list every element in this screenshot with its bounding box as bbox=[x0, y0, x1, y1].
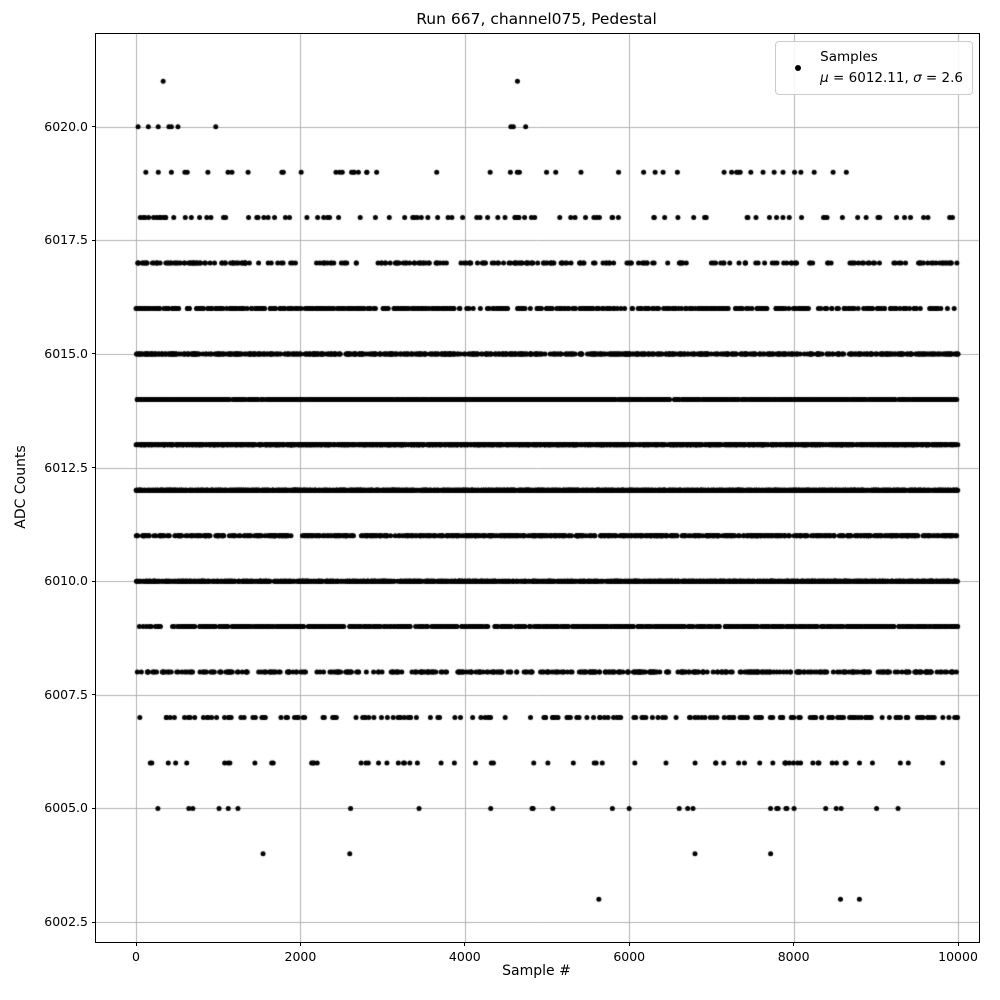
sigma-value: = 2.6 bbox=[921, 69, 963, 86]
y-tick-label: 6020.0 bbox=[44, 118, 88, 134]
x-tick-mark bbox=[958, 942, 959, 946]
y-tick-mark bbox=[92, 922, 96, 923]
legend-text bbox=[820, 47, 963, 89]
x-tick-label: 2000 bbox=[284, 949, 317, 964]
y-tick-label: 6017.5 bbox=[44, 232, 88, 248]
legend-marker-column bbox=[776, 47, 820, 89]
x-tick-label: 6000 bbox=[613, 949, 646, 964]
scatter-points-canvas bbox=[96, 34, 979, 942]
chart-title: Run 667, channel075, Pedestal bbox=[416, 10, 657, 28]
y-tick-mark bbox=[92, 694, 96, 695]
y-tick-label: 6002.5 bbox=[44, 914, 88, 929]
y-tick-mark bbox=[92, 581, 96, 582]
x-tick-mark bbox=[629, 942, 630, 946]
x-tick-label: 4000 bbox=[448, 949, 481, 964]
x-tick-label: 10000 bbox=[938, 949, 978, 964]
x-tick-label: 0 bbox=[132, 949, 140, 964]
mu-value: = 6012.11, bbox=[828, 69, 914, 86]
sample-marker-icon bbox=[795, 65, 801, 71]
y-tick-mark bbox=[92, 467, 96, 468]
x-tick-mark bbox=[793, 942, 794, 946]
legend-label: Samples bbox=[820, 49, 878, 65]
x-tick-label: 8000 bbox=[777, 949, 810, 964]
legend-box bbox=[775, 41, 973, 95]
y-tick-label: 6005.0 bbox=[44, 800, 88, 816]
y-tick-label: 6015.0 bbox=[44, 345, 88, 361]
legend-stats-line bbox=[820, 68, 963, 89]
mu-symbol: μ bbox=[820, 69, 829, 86]
y-tick-label: 6010.0 bbox=[44, 573, 88, 589]
y-tick-label: 6012.5 bbox=[44, 459, 88, 475]
y-tick-mark bbox=[92, 240, 96, 241]
plot-area bbox=[44, 33, 980, 964]
x-tick-mark bbox=[300, 942, 301, 946]
y-tick-mark bbox=[92, 808, 96, 809]
x-tick-mark bbox=[136, 942, 137, 946]
sigma-symbol: σ bbox=[913, 69, 922, 86]
y-tick-mark bbox=[92, 353, 96, 354]
x-axis-label: Sample # bbox=[502, 963, 571, 979]
x-tick-mark bbox=[464, 942, 465, 946]
y-axis-label: ADC Counts bbox=[13, 445, 29, 529]
y-tick-label: 6007.5 bbox=[44, 686, 88, 702]
y-tick-mark bbox=[92, 126, 96, 127]
